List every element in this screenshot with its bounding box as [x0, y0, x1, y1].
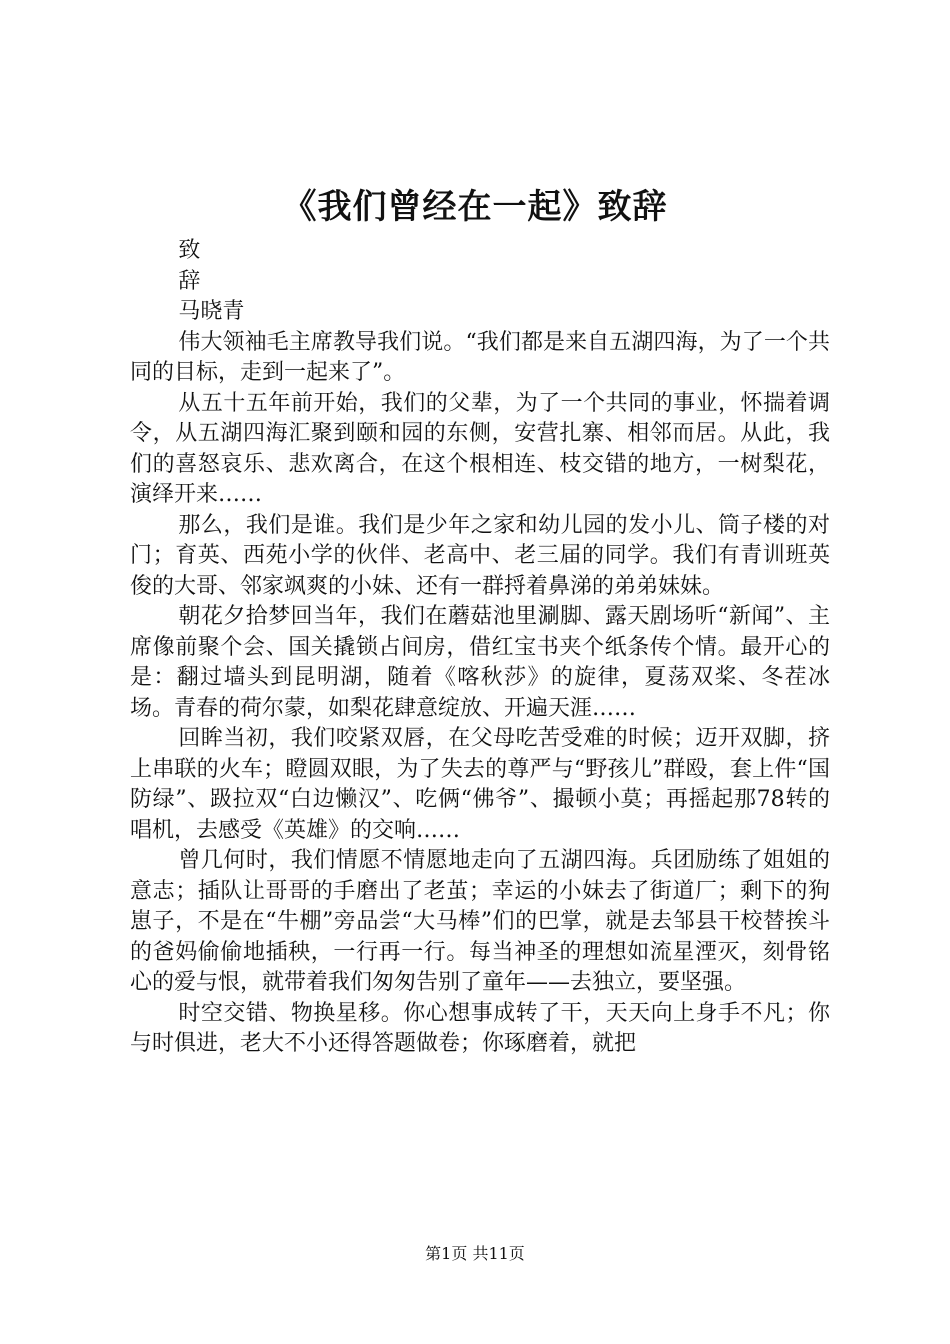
- paragraph: 朝花夕拾梦回当年，我们在蘑菇池里涮脚、露天剧场听“新闻”、主席像前聚个会、国关撬锁占间房，借红宝书夹个纸条传个情。最开心的是：翻过墙头到昆明湖，随着《喀秋莎》的旋律，夏荡双桨、冬茬冰场。青春的荷尔蒙，如梨花肆意绽放、开遍天涯……: [130, 604, 830, 721]
- heading-line: 辞: [178, 268, 201, 294]
- heading-line: 致: [178, 238, 201, 263]
- paragraph: 伟大领袖毛主席教导我们说。“我们都是来自五湖四海，为了一个共同的目标，走到一起来了”。: [130, 329, 830, 385]
- document-body: [130, 236, 830, 1060]
- paragraph: 时空交错、物换星移。你心想事成转了干，天天向上身手不凡；你与时俱进，老大不小还得答题做卷；你琢磨着，就把: [130, 1000, 830, 1056]
- paragraph: 回眸当初，我们咬紧双唇，在父母吃苦受难的时候；迈开双脚，挤上串联的火车；瞪圆双眼，为了失去的尊严与“野孩儿”群殴，套上件“国防绿”、趿拉双“白边懒汉”、吃俩“佛爷”、撮顿小莫；再摇起那78转的唱机，去感受《英雄》的交响……: [130, 726, 830, 843]
- paragraph: 那么，我们是谁。我们是少年之家和幼儿园的发小儿、筒子楼的对门；育英、西苑小学的伙伴、老高中、老三届的同学。我们有青训班英俊的大哥、邻家飒爽的小妹、还有一群捋着鼻涕的弟弟妹妹。: [130, 512, 830, 599]
- paragraph: 从五十五年前开始，我们的父辈，为了一个共同的事业，怀揣着调令，从五湖四海汇聚到颐和园的东侧，安营扎寨、相邻而居。从此，我们的喜怒哀乐、悲欢离合，在这个根相连、枝交错的地方，一树梨花，演绎开来……: [130, 390, 830, 507]
- paragraph: 曾几何时，我们情愿不情愿地走向了五湖四海。兵团励练了姐姐的意志；插队让哥哥的手磨出了老茧；幸运的小妹去了街道厂；剩下的狗崽子，不是在“牛棚”旁品尝“大马棒”们的巴掌，就是去邹县干校替挨斗的爸妈偷偷地插秧，一行再一行。每当神圣的理想如流星湮灭，刻骨铭心的爱与恨，就带着我们匆匆告别了童年——去独立，要坚强。: [130, 848, 830, 995]
- page-number: 第1页 共11页: [425, 1244, 525, 1263]
- document-title: 《我们曾经在一起》致辞: [282, 187, 668, 227]
- author-name: 马晓青: [178, 299, 245, 324]
